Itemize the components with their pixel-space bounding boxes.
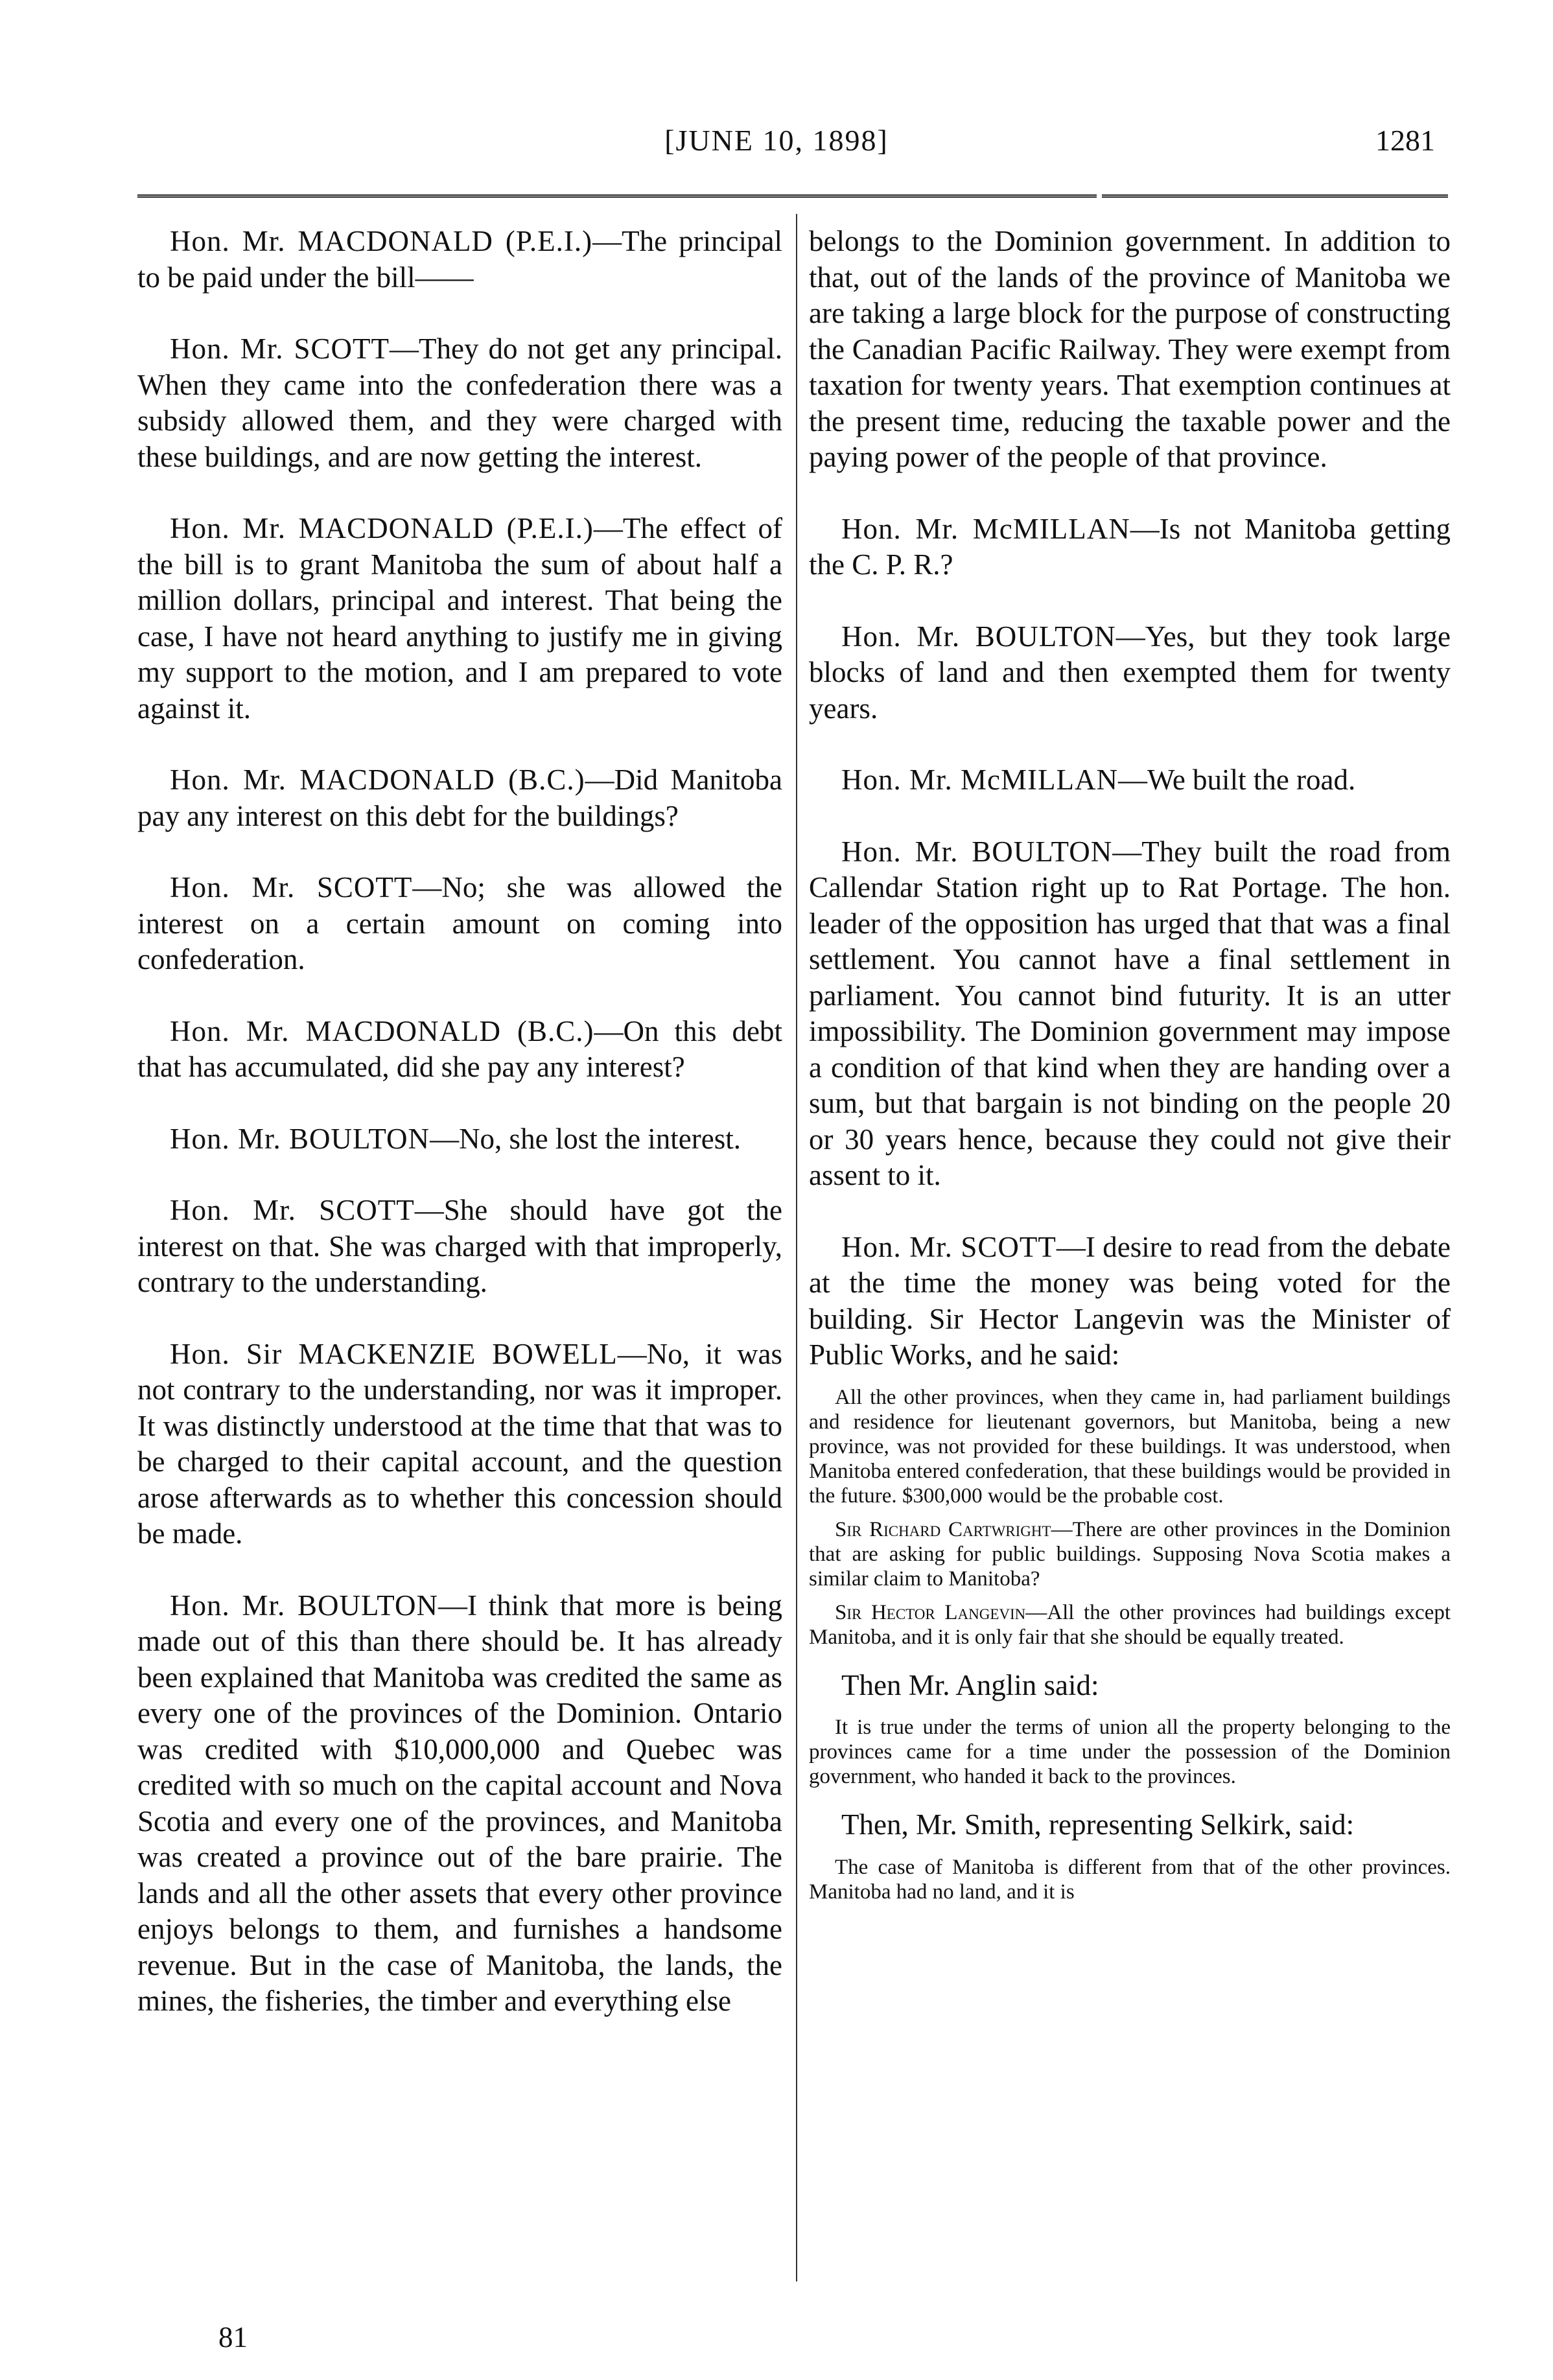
narration: Then, Mr. Smith, representing Selkirk, said: <box>841 1808 1355 1841</box>
speech <box>137 224 782 296</box>
speech-text: —Yes, but they took large blocks of land and then exempted them for twenty years. <box>809 620 1451 725</box>
continuation-text: belongs to the Dominion government. In addition to that, out of the lands of the province of Manitoba we are taking a large block for the purpose of constructing the Canadian Pacific Railway. They were exempt from taxation for twenty years. That exemption continues at the present time, reducing the taxable power and the paying power of the people of that province. <box>809 225 1451 473</box>
speaker-name: Hon. Mr. MACDONALD (B.C.) <box>170 1014 594 1047</box>
speaker-name: Hon. Mr. SCOTT <box>170 1194 415 1226</box>
speech <box>137 511 782 727</box>
speech <box>137 1336 782 1552</box>
speech-text: —Did Manitoba pay any interest on this debt for the buildings? <box>137 764 782 832</box>
speech <box>137 762 782 834</box>
header-rule-right <box>1102 194 1448 198</box>
speech <box>137 1588 782 2020</box>
speech-text: —On this debt that has accumulated, did she pay any interest? <box>137 1014 782 1083</box>
speech <box>137 1014 782 1086</box>
speech-text: —No, it was not contrary to the understanding, nor was it improper. It was distinctly understood at the time that that was to be charged to their capital account, and the question arose afterwards as to whether this concession should be made. <box>137 1337 782 1550</box>
speech <box>137 1193 782 1301</box>
speaker-name: Hon. Mr. MACDONALD (P.E.I.) <box>170 225 593 257</box>
quoted-passage <box>809 1600 1451 1650</box>
speech <box>137 1121 782 1158</box>
speech-text: —No, she lost the interest. <box>430 1122 741 1155</box>
speaker-name: Hon. Mr. BOULTON <box>170 1589 438 1622</box>
speech-text: —No; she was allowed the interest on a certain amount on coming into confederation. <box>137 871 782 975</box>
speaker-name: Hon. Mr. MACDONALD (P.E.I.) <box>170 512 594 544</box>
speech <box>137 331 782 475</box>
speaker-name: Hon. Sir MACKENZIE BOWELL <box>170 1337 618 1370</box>
speech-text: —She should have got the interest on that. She was charged with that improperly, contrary to the understanding. <box>137 1194 782 1298</box>
speech <box>809 619 1451 727</box>
left-column <box>137 224 782 2020</box>
header-rule <box>137 194 1097 198</box>
speech-text: —I think that more is being made out of this than there should be. It has already been explained that Manitoba was credited the same as every one of the provinces of the Dominion. Ontario was credited with $10,000,000 and Quebec was credited with so much on the capital account and Nova Scotia and every one of the provinces, and Manitoba was created a province out of the bare prairie. The lands and all the other assets that every other province enjoys belongs to them, and furnishes a handsome revenue. But in the case of Manitoba, the lands, the mines, the fisheries, the timber and everything else <box>137 1589 782 2017</box>
speaker-name: Hon. Mr. McMILLAN <box>841 512 1130 545</box>
speech-text: —Is not Manitoba getting the C. P. R.? <box>809 512 1451 581</box>
page-number: 1281 <box>1375 124 1435 157</box>
speech-text: —The effect of the bill is to grant Manitoba the sum of about half a million dollars, principal and interest. That being the case, I have not heard anything to justify me in giving my support to the motion, and I am prepared to vote against it. <box>137 512 783 725</box>
speech <box>809 1230 1451 1373</box>
quoted-text: —There are other provinces in the Dominion that are asking for public buildings. Supposing Nova Scotia makes a similar claim to Manitoba? <box>809 1517 1451 1591</box>
quoted-speaker: Sir Richard Cartwright <box>835 1517 1051 1541</box>
quoted-passage <box>809 1517 1451 1591</box>
speaker-name: Hon. Mr. SCOTT <box>170 332 390 365</box>
speech-text: —We built the road. <box>1117 764 1356 796</box>
signature-mark: 81 <box>218 2321 248 2353</box>
quoted-speaker: Sir Hector Langevin <box>835 1600 1026 1624</box>
speech-text: —They do not get any principal. When they came into the confederation there was a subsidy allowed them, and they were charged with these buildings, and are now getting the interest. <box>137 332 783 473</box>
speaker-name: Hon. Mr. BOULTON <box>170 1122 430 1155</box>
quoted-passage: It is true under the terms of union all the property belonging to the provinces came for a time under the possession of the Dominion government, who handed it back to the provinces. <box>809 1716 1451 1788</box>
speech <box>809 834 1451 1194</box>
speech-text: —The principal to be paid under the bill—— <box>137 225 783 294</box>
quoted-text: —All the other provinces had buildings except Manitoba, and it is only fair that she should be equally treated. <box>809 1600 1451 1649</box>
header-date: [JUNE 10, 1898] <box>664 124 889 157</box>
quoted-passage: All the other provinces, when they came in, had parliament buildings and residence for lieutenant governors, but Manitoba, being a new province, was not provided for these buildings. It was understood, when Manitoba entered confederation, that these buildings would be provided in the future. $300,000 would be the probable cost. <box>809 1385 1451 1508</box>
speaker-name: Hon. Mr. BOULTON <box>841 620 1116 653</box>
quoted-passage: The case of Manitoba is different from that of the other provinces. Manitoba had no land, and it is <box>809 1855 1451 1904</box>
speech-text: —I desire to read from the debate at the time the money was being voted for the building. Sir Hector Langevin was the Minister of Public Works, and he said: <box>809 1230 1451 1371</box>
speech <box>809 511 1451 583</box>
speaker-name: Hon. Mr. McMILLAN <box>841 764 1118 796</box>
speech-text: —They built the road from Callendar Station right up to Rat Portage. The hon. leader of the opposition has urged that that was a final settlement. You cannot have a final settlement in parliament. You cannot bind futurity. It is an utter impossibility. The Dominion government may impose a condition of that kind when they are handing over a sum, but that bargain is not binding on the people 20 or 30 years hence, because they could not give their assent to it. <box>809 835 1451 1191</box>
right-column <box>809 224 1451 1913</box>
speaker-name: Hon. Mr. SCOTT <box>170 871 413 904</box>
speech <box>809 762 1451 799</box>
narration: Then Mr. Anglin said: <box>841 1668 1099 1701</box>
column-divider <box>796 214 797 2281</box>
speaker-name: Hon. Mr. BOULTON <box>841 835 1113 868</box>
speech <box>137 870 782 978</box>
speaker-name: Hon. Mr. SCOTT <box>841 1230 1057 1263</box>
speaker-name: Hon. Mr. MACDONALD (B.C.) <box>170 764 585 796</box>
